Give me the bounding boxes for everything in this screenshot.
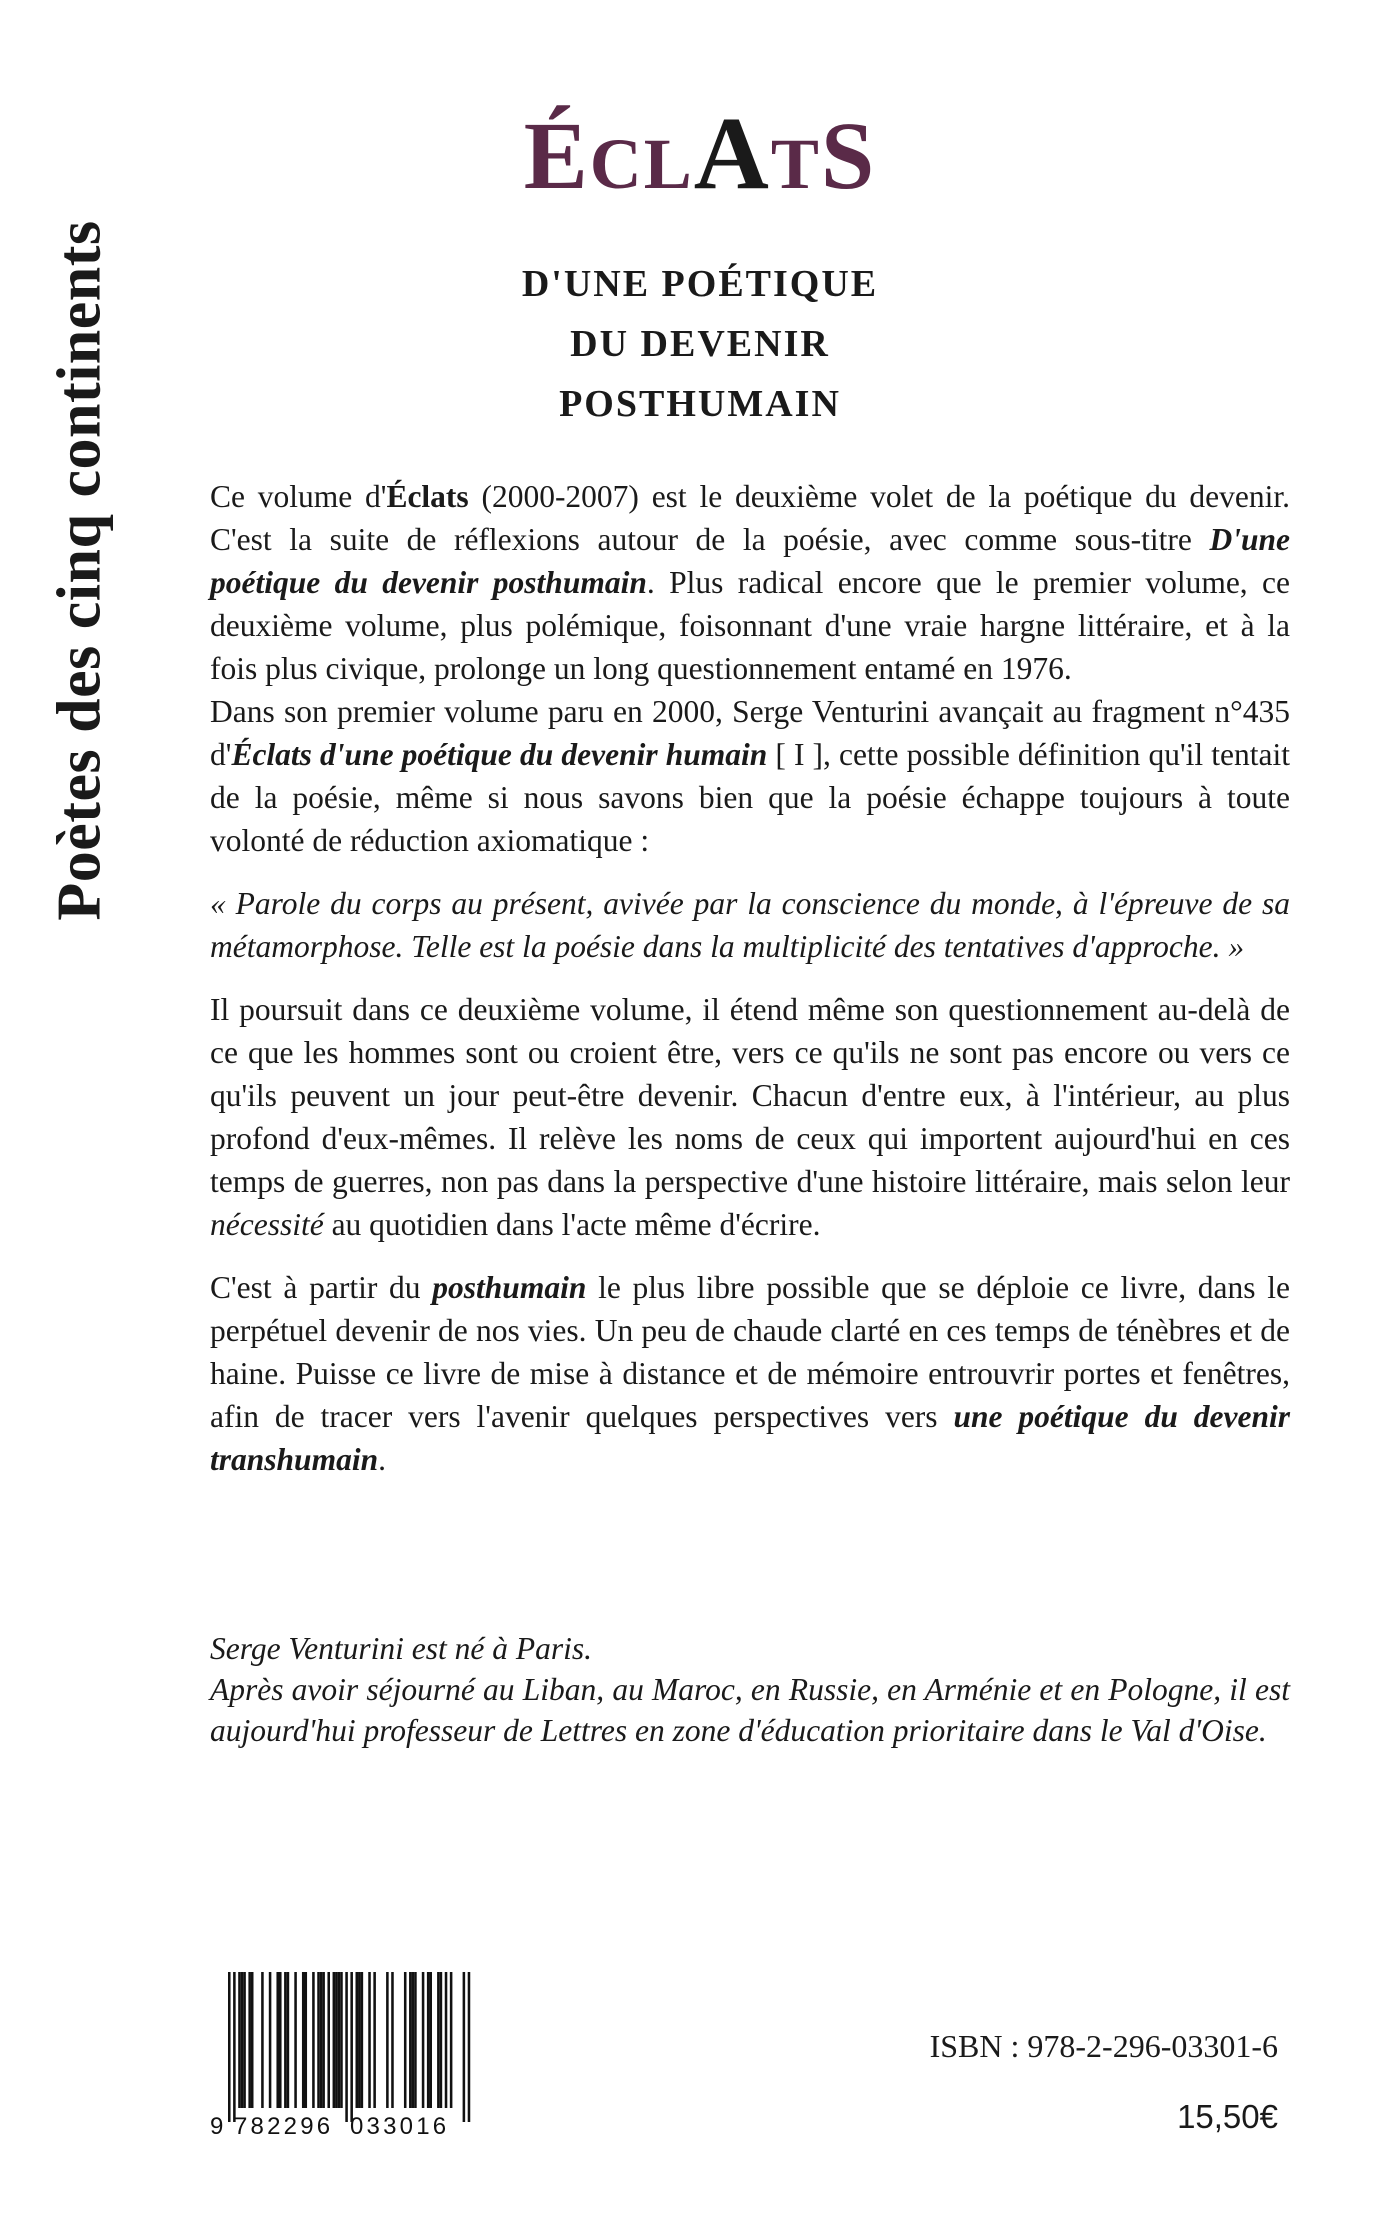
barcode-bar [333,1972,336,2108]
blurb-quote: « Parole du corps au présent, avivée par la conscience du monde, à l'épreuve de sa métamorphose. Telle est la poésie dans la multiplicité des tentatives d'approche. » [210,886,1290,964]
barcode-bar [317,1972,320,2108]
barcode-bar [345,1972,348,2122]
barcode-bar [335,1972,338,2108]
text-span: Éclats [386,479,469,514]
barcode-bar [440,1972,443,2108]
barcode-bar [409,1972,412,2108]
blurb-paragraph [210,1266,1290,1481]
barcode-bar [241,1972,244,2108]
barcode-bar [368,1972,371,2108]
subtitle-line: D'UNE POÉTIQUE [521,263,879,305]
barcode-bar [450,1972,453,2108]
subtitle-line: POSTHUMAIN [559,383,841,425]
author-line: Après avoir séjourné au Liban, au Maroc, en Russie, en Arménie et en Pologne, il est aujourd'hui professeur de Lettres en zone d'éducation prioritaire dans le Val d'Oise. [210,1672,1290,1748]
blurb-paragraph [210,690,1290,862]
barcode-bar [404,1972,407,2108]
barcode-bar [238,1972,241,2108]
blurb [210,475,1290,1481]
barcode-bar [361,1972,364,2108]
text-span: Dans son premier volume paru en 2000, Serge Venturini avançait au fragment n°435 d' [210,694,1290,772]
barcode-bar [463,1972,466,2122]
barcode-bar [437,1972,440,2108]
barcode-bar [312,1972,315,2108]
blurb-paragraph [210,988,1290,1246]
barcode-bar [356,1972,359,2108]
barcode-bar [287,1972,290,2108]
barcode-graphic [208,1972,480,2140]
barcode-bar [261,1972,264,2108]
barcode-bar [427,1972,430,2108]
text-span: Éclats d'une poétique du devenir humain [231,737,768,772]
barcode-digit-first: 9 [210,2113,224,2140]
subtitle-line: DU DEVENIR [570,323,830,365]
series-label: Poètes des cinq continents [45,219,114,921]
title-part: A [693,96,771,211]
barcode-bar [276,1972,279,2108]
text-span: posthumain [432,1270,587,1305]
barcode-bar [243,1972,246,2108]
barcode-bar [358,1972,361,2108]
barcode-bar [350,1972,353,2122]
price: 15,50€ [1177,2098,1278,2135]
text-span: D'une poétique du devenir posthumain [210,522,1290,600]
barcode-bar [251,1972,254,2108]
barcode-bar [412,1972,415,2108]
text-span: au quotidien dans l'acte même d'écrire. [323,1207,821,1242]
barcode-digits-left: 782296 [234,2113,334,2140]
book-subtitle [0,254,1400,434]
barcode-bar [294,1972,297,2108]
text-span: Ce volume d' [210,479,387,514]
barcode-bar [322,1972,325,2108]
barcode-bar [414,1972,417,2108]
text-span: (2000-2007) est le deuxième volet de la poétique du devenir. C'est la suite de réflexions autour de la poésie, avec comme sous-titre [210,479,1290,557]
author-line: Serge Venturini est né à Paris. [210,1631,593,1666]
barcode-bar [302,1972,305,2108]
title-part: T [770,124,821,204]
barcode-digits-right: 033016 [350,2113,450,2140]
barcode-bar [422,1972,425,2108]
barcode [208,1972,480,2140]
text-span: une poétique du devenir transhumain [210,1399,1290,1477]
title-part: S [820,102,877,209]
text-span: [ I ], cette possible définition qu'il tentait de la poésie, même si nous savons bien que la poésie échappe toujours à toute volonté de réduction axiomatique : [210,737,1291,858]
barcode-bar [340,1972,343,2108]
barcode-bar [284,1972,287,2108]
barcode-bar [445,1972,448,2108]
text-span: C'est à partir du [210,1270,433,1305]
isbn: ISBN : 978-2-296-03301-6 [929,2028,1278,2064]
barcode-bar [386,1972,389,2108]
title-part: É [523,102,590,209]
book-title [0,96,1400,211]
barcode-bar [391,1972,394,2108]
blurb-paragraph [210,475,1290,690]
barcode-bar [248,1972,251,2108]
barcode-bar [338,1972,341,2108]
barcode-bar [233,1972,236,2122]
text-span: . Plus radical encore que le premier volume, ce deuxième volume, plus polémique, foisonnant d'une vraie hargne littéraire, et à la fois plus civique, prolonge un long questionnement entamé en 1976. [210,565,1290,686]
text-span: nécessité [210,1207,324,1242]
text-span: Il poursuit dans ce deuxième volume, il étend même son questionnement au-delà de ce que les hommes sont ou croient être, vers ce qu'ils ne sont pas encore ou vers ce qu'ils peuvent un jour peut-être devenir. Chacun d'entre eux, à l'intérieur, au plus profond d'eux-mêmes. Il relève les noms de ceux qui importent aujourd'hui en ces temps de guerres, non pas dans la perspective d'une histoire littéraire, mais selon leur [210,992,1290,1199]
text-span: le plus libre possible que se déploie ce livre, dans le perpétuel devenir de nos vies. Un peu de chaude clarté en ces temps de ténèbres et de haine. Puisse ce livre de mise à distance et de mémoire entrouvrir portes et fenêtres, afin de tracer vers l'avenir quelques perspectives vers [210,1270,1290,1434]
barcode-bar [429,1972,432,2108]
barcode-bar [468,1972,471,2122]
barcode-bar [373,1972,376,2108]
author-bio [210,1628,1290,1751]
title-part: CL [589,124,694,204]
barcode-bar [320,1972,323,2108]
text-span: . [378,1442,386,1477]
barcode-bar [327,1972,330,2108]
barcode-bar [305,1972,308,2108]
barcode-bar [228,1972,231,2122]
barcode-bar [269,1972,272,2108]
barcode-bar [279,1972,282,2108]
